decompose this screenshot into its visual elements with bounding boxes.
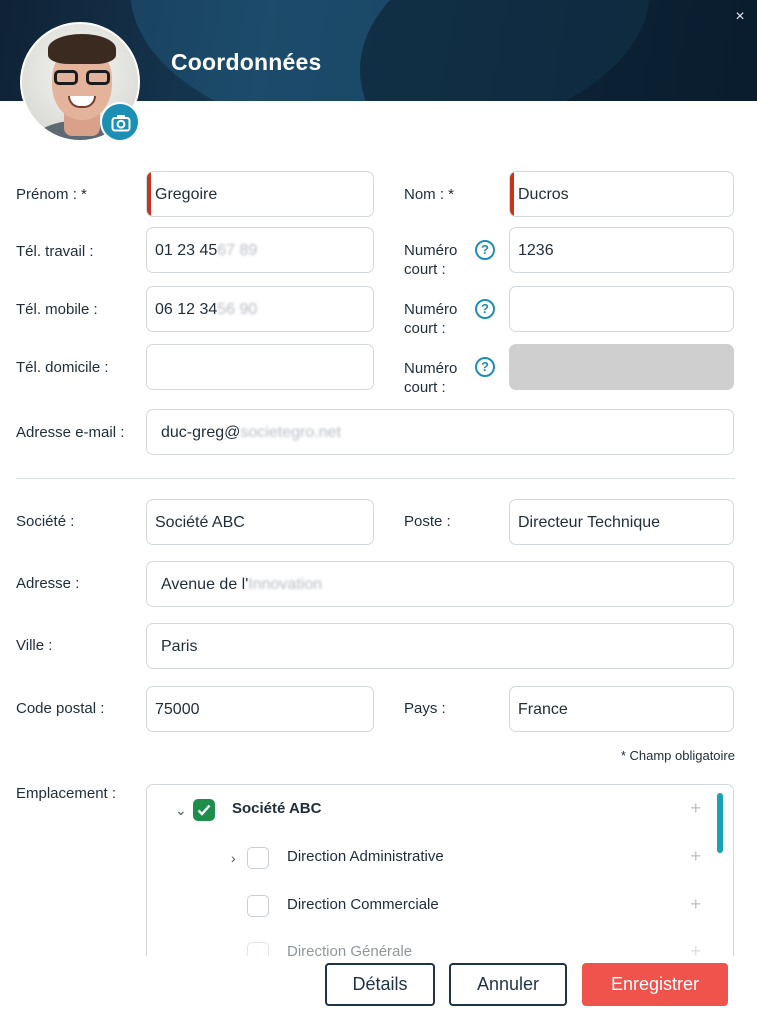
pays-label: Pays : [404, 700, 446, 717]
divider [16, 478, 735, 479]
help-icon[interactable]: ? [475, 240, 495, 260]
close-icon[interactable]: × [735, 8, 745, 25]
societe-field[interactable]: Société ABC [146, 499, 374, 545]
required-note: * Champ obligatoire [620, 748, 735, 763]
emplacement-label: Emplacement : [16, 785, 117, 802]
societe-label: Société : [16, 513, 75, 530]
prenom-field[interactable]: Gregoire [146, 171, 374, 217]
tel-mobile-label: Tél. mobile : [16, 301, 98, 318]
nom-field[interactable]: Ducros [509, 171, 734, 217]
help-icon[interactable]: ? [475, 357, 495, 377]
poste-label: Poste : [404, 513, 451, 530]
dialog-title: Coordonnées [171, 49, 322, 75]
chevron-down-icon[interactable]: ⌄ [175, 802, 187, 818]
pays-field[interactable]: France [509, 686, 734, 732]
tree-item[interactable] [147, 895, 707, 923]
add-icon[interactable]: + [690, 894, 701, 914]
numero-court-field-3 [509, 344, 734, 390]
scrollbar[interactable] [717, 793, 723, 853]
checkbox[interactable] [247, 942, 269, 956]
details-button[interactable]: Détails [325, 963, 435, 1006]
adresse-field[interactable]: Avenue de l'Innovation [146, 561, 734, 607]
email-label: Adresse e-mail : [16, 424, 125, 441]
camera-icon[interactable] [100, 102, 140, 142]
numero-court-label-2: Numéro court : [404, 301, 458, 337]
tel-domicile-field[interactable] [146, 344, 374, 390]
add-icon[interactable]: + [690, 941, 701, 956]
add-icon[interactable]: + [690, 798, 701, 818]
code-postal-field[interactable]: 75000 [146, 686, 374, 732]
ville-label: Ville : [16, 637, 53, 654]
emplacement-tree[interactable] [146, 784, 734, 956]
chevron-right-icon[interactable]: › [231, 850, 236, 866]
numero-court-label-1: Numéro court : [404, 242, 458, 278]
add-icon[interactable]: + [690, 846, 701, 866]
save-button[interactable]: Enregistrer [582, 963, 728, 1006]
tree-item[interactable] [147, 942, 707, 956]
numero-court-field-1[interactable]: 1236 [509, 227, 734, 273]
poste-field[interactable]: Directeur Technique [509, 499, 734, 545]
tree-item-label: Direction Générale [287, 943, 413, 956]
email-field[interactable]: duc-greg@societegro.net [146, 409, 734, 455]
code-postal-label: Code postal : [16, 700, 105, 717]
tree-item-label: Société ABC [232, 800, 322, 817]
tel-mobile-field[interactable]: 06 12 3456 90 [146, 286, 374, 332]
tree-item[interactable] [147, 799, 707, 827]
tel-travail-field[interactable]: 01 23 4567 89 [146, 227, 374, 273]
numero-court-field-2[interactable] [509, 286, 734, 332]
checkbox[interactable] [193, 799, 215, 821]
prenom-label: Prénom : * [16, 186, 87, 203]
checkbox[interactable] [247, 847, 269, 869]
tree-item-label: Direction Administrative [287, 848, 444, 865]
checkbox[interactable] [247, 895, 269, 917]
ville-field[interactable]: Paris [146, 623, 734, 669]
cancel-button[interactable]: Annuler [449, 963, 567, 1006]
tel-domicile-label: Tél. domicile : [16, 359, 109, 376]
help-icon[interactable]: ? [475, 299, 495, 319]
adresse-label: Adresse : [16, 575, 80, 592]
tel-travail-label: Tél. travail : [16, 243, 94, 260]
tree-item-label: Direction Commerciale [287, 896, 439, 913]
numero-court-label-3: Numéro court : [404, 360, 458, 396]
tree-item[interactable] [147, 847, 707, 875]
nom-label: Nom : * [404, 186, 455, 203]
header-decoration-dark [360, 0, 757, 101]
